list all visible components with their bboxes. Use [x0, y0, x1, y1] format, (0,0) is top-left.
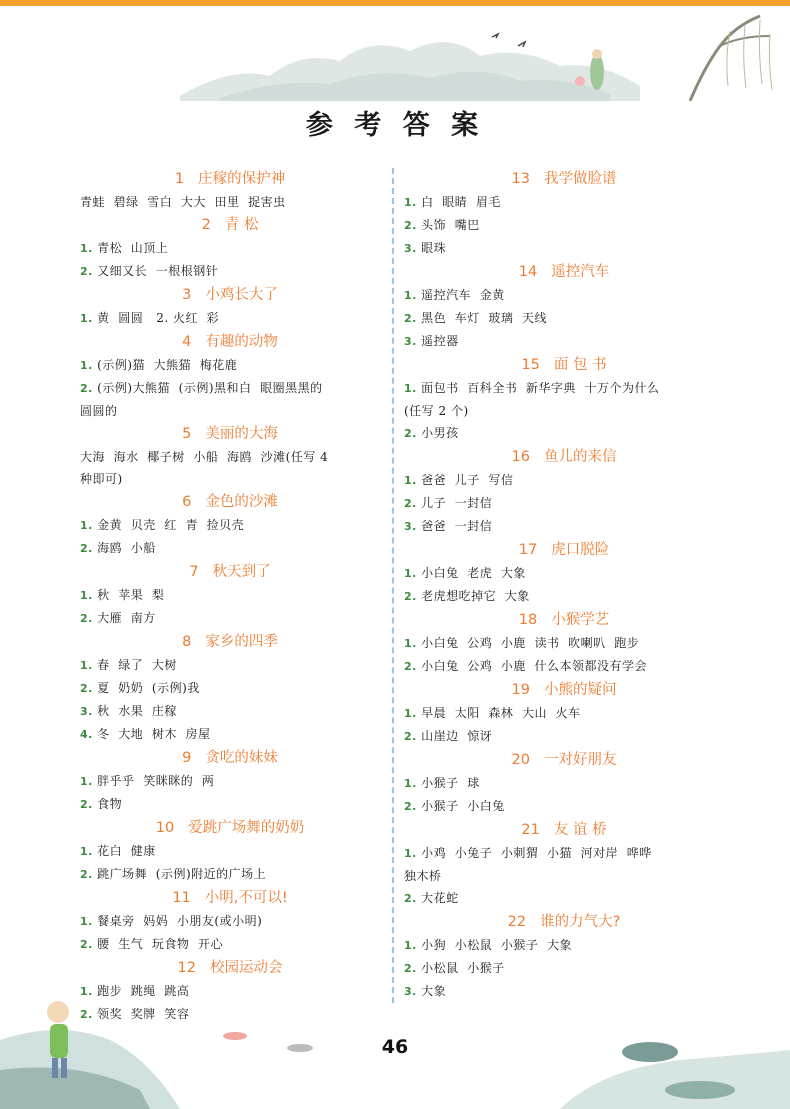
section-title: [80, 887, 380, 910]
answer-number: 2.: [80, 612, 93, 625]
column-divider: [392, 168, 394, 1003]
section-title-text: 青 松: [224, 217, 259, 233]
section-title: [80, 214, 380, 237]
answer-text: 秋 苹果 梨: [92, 588, 165, 602]
answer-text: 秋 水果 庄稼: [92, 704, 177, 718]
section-title: [80, 561, 380, 584]
answer-line: [80, 723, 380, 746]
answer-number: 2.: [404, 219, 417, 232]
answer-line: [80, 537, 380, 560]
answer-line: [404, 307, 724, 330]
section-number: 9: [182, 750, 192, 766]
answer-text: 遥控汽车 金黄: [416, 288, 505, 302]
answer-text: 小男孩: [416, 426, 459, 440]
answer-line: [404, 492, 724, 515]
answer-number: 1.: [404, 707, 417, 720]
answer-text: 爸爸 一封信: [416, 519, 493, 533]
section-number: 1: [174, 171, 185, 187]
section-number: 21: [521, 822, 540, 838]
section-number: 3: [182, 287, 192, 303]
answer-text: 遥控器: [416, 334, 459, 348]
answer-text: 大海 海水 椰子树 小船 海鸥 沙滩(任写 4 种即可): [80, 450, 329, 486]
section-title: [80, 491, 380, 514]
section-number: 13: [511, 171, 530, 187]
answer-number: 1.: [80, 775, 93, 788]
section-title-text: 小明,不可以!: [204, 890, 288, 906]
answer-line: [404, 655, 724, 678]
answer-text: (示例)猫 大熊猫 梅花鹿: [92, 358, 238, 372]
section-title-text: 面 包 书: [553, 357, 607, 373]
section-number: 6: [182, 494, 192, 510]
section-title-text: 金色的沙滩: [205, 494, 278, 510]
section-number: 8: [182, 634, 192, 650]
answer-line: [404, 934, 724, 957]
answer-number: 2.: [80, 542, 93, 555]
section-title: [404, 819, 724, 842]
answer-line: [80, 191, 380, 213]
answer-text: 小松鼠 小猴子: [416, 961, 505, 975]
answer-line: [404, 795, 724, 818]
answer-line: [80, 700, 380, 723]
answer-number: 1.: [404, 474, 417, 487]
answer-line: [404, 469, 724, 492]
answer-line: [404, 515, 724, 538]
answer-text: 小白兔 公鸡 小鹿 什么本领都没有学会: [416, 659, 648, 673]
answer-text: 又细又长 一根根钢针: [92, 264, 219, 278]
answer-text: 老虎想吃掉它 大象: [416, 589, 530, 603]
right-answer-column: [404, 167, 724, 1003]
answer-text: 头饰 嘴巴: [416, 218, 480, 232]
answer-number: 2.: [80, 938, 93, 951]
answer-text: 跳广场舞 (示例)附近的广场上: [92, 867, 267, 881]
answer-number: 2.: [404, 497, 417, 510]
answer-number: 1.: [80, 985, 93, 998]
answer-text: 白 眼睛 眉毛: [416, 195, 501, 209]
section-title: [80, 168, 380, 191]
answer-line: [404, 702, 724, 725]
answer-text: 黄 圆圆 2. 火红 彩: [92, 311, 220, 325]
section-title: [404, 679, 724, 702]
answer-text: 大雁 南方: [92, 611, 156, 625]
answer-number: 2.: [404, 962, 417, 975]
answer-number: 2.: [80, 1008, 93, 1021]
section-number: 10: [155, 820, 175, 836]
answer-text: 冬 大地 树木 房屋: [92, 727, 211, 741]
answer-number: 2.: [80, 682, 93, 695]
answer-text: 儿子 一封信: [416, 496, 493, 510]
answer-line: [80, 307, 380, 330]
answer-text: 眼珠: [416, 241, 447, 255]
answer-line: [80, 793, 380, 816]
section-number: 4: [182, 334, 192, 350]
section-title-text: 有趣的动物: [205, 334, 278, 350]
answer-line: [404, 237, 724, 260]
section-title-text: 小猴学艺: [551, 612, 610, 628]
answer-text: 领奖 奖牌 笑容: [92, 1007, 190, 1021]
answer-text: 大花蛇: [416, 891, 459, 905]
mountain-landscape-illustration: [0, 6, 790, 101]
answer-text: (示例)大熊猫 (示例)黑和白 眼圈黑黑的 圆圆的: [80, 381, 323, 418]
answer-text: 青松 山顶上: [92, 241, 169, 255]
section-title: [80, 957, 380, 980]
answer-text: 黑色 车灯 玻璃 天线: [416, 311, 548, 325]
answer-number: 1.: [80, 312, 93, 325]
section-title: [404, 911, 724, 934]
section-number: 12: [177, 960, 196, 976]
answer-text: 春 绿了 大树: [92, 658, 177, 672]
answer-line: [80, 584, 380, 607]
answer-text: 小鸡 小兔子 小刺猬 小猫 河对岸 哗哗 独木桥: [404, 846, 652, 883]
section-title: [80, 631, 380, 654]
answer-text: 食物: [92, 797, 123, 811]
page-title: 参 考 答 案: [305, 110, 485, 141]
answer-line: [80, 446, 380, 490]
answer-line: [404, 284, 724, 307]
section-title: [404, 261, 724, 284]
section-title-text: 遥控汽车: [551, 264, 610, 280]
answer-text: 爸爸 儿子 写信: [416, 473, 514, 487]
answer-text: 跑步 跳绳 跳高: [92, 984, 190, 998]
answer-text: 餐桌旁 妈妈 小朋友(或小明): [92, 914, 263, 928]
answer-text: 花白 健康: [92, 844, 156, 858]
answer-number: 2.: [404, 427, 417, 440]
answer-number: 3.: [404, 242, 417, 255]
section-number: 5: [182, 426, 192, 442]
section-title-text: 爱跳广场舞的奶奶: [188, 820, 305, 836]
section-title: [404, 446, 724, 469]
section-title: [404, 168, 724, 191]
answer-line: [404, 585, 724, 608]
answer-number: 2.: [404, 730, 417, 743]
answer-text: 海鸥 小船: [92, 541, 156, 555]
section-title-text: 一对好朋友: [543, 752, 617, 768]
answer-line: [404, 562, 724, 585]
answer-line: [404, 191, 724, 214]
section-title-text: 我学做脸谱: [543, 171, 617, 187]
answer-line: [80, 514, 380, 537]
answer-number: 3.: [404, 985, 417, 998]
answer-number: 2.: [80, 265, 93, 278]
answer-number: 1.: [80, 915, 93, 928]
answer-text: 小猴子 小白兔: [416, 799, 505, 813]
answer-line: [80, 933, 380, 956]
answer-number: 2.: [404, 892, 417, 905]
answer-number: 1.: [80, 845, 93, 858]
answer-number: 1.: [404, 289, 417, 302]
section-title-text: 小鸡长大了: [205, 287, 278, 303]
answer-line: [80, 607, 380, 630]
section-number: 19: [511, 682, 530, 698]
section-title: [404, 354, 724, 377]
section-title: [80, 423, 380, 446]
answer-number: 1.: [80, 589, 93, 602]
answer-number: 1.: [80, 659, 93, 672]
answer-number: 1.: [80, 359, 93, 372]
answer-line: [80, 770, 380, 793]
answer-line: [404, 330, 724, 353]
answer-text: 腰 生气 玩食物 开心: [92, 937, 224, 951]
answer-text: 面包书 百科全书 新华字典 十万个为什么 (任写 2 个): [404, 381, 660, 418]
section-title-text: 秋天到了: [212, 564, 271, 580]
section-number: 22: [507, 914, 527, 930]
answer-number: 2.: [404, 800, 417, 813]
answer-line: [404, 632, 724, 655]
section-number: 20: [511, 752, 530, 768]
section-title-text: 美丽的大海: [205, 426, 278, 442]
answer-line: [80, 237, 380, 260]
answer-text: 夏 奶奶 (示例)我: [92, 681, 200, 695]
answer-number: 2.: [80, 868, 93, 881]
section-title-text: 友 谊 桥: [553, 822, 607, 838]
answer-line: [404, 214, 724, 237]
left-answer-column: [80, 167, 380, 1026]
page-number: 46: [381, 1036, 409, 1058]
section-title: [404, 609, 724, 632]
answer-line: [404, 887, 724, 910]
section-title-text: 庄稼的保护神: [198, 171, 286, 187]
section-number: 7: [189, 564, 199, 580]
answer-line: [404, 957, 724, 980]
section-title-text: 虎口脱险: [551, 542, 610, 558]
answer-number: 2.: [80, 798, 93, 811]
answer-line: [80, 354, 380, 377]
answer-number: 2.: [404, 590, 417, 603]
answer-text: 金黄 贝壳 红 青 捡贝壳: [92, 518, 245, 532]
answer-text: 小猴子 球: [416, 776, 480, 790]
answer-number: 4.: [80, 728, 93, 741]
section-title-text: 校园运动会: [209, 960, 283, 976]
section-number: 16: [511, 449, 530, 465]
answer-line: [404, 377, 724, 422]
section-title: [80, 284, 380, 307]
section-title: [404, 749, 724, 772]
answer-number: 3.: [80, 705, 93, 718]
section-title-text: 家乡的四季: [205, 634, 278, 650]
answer-line: [80, 260, 380, 283]
answer-number: 2.: [404, 312, 417, 325]
section-title-text: 鱼儿的来信: [543, 449, 617, 465]
answer-number: 2.: [80, 382, 93, 395]
answer-number: 1.: [404, 847, 417, 860]
answer-number: 1.: [404, 567, 417, 580]
answer-number: 2.: [404, 660, 417, 673]
section-number: 17: [518, 542, 538, 558]
answer-number: 1.: [404, 777, 417, 790]
section-number: 18: [518, 612, 538, 628]
answer-line: [80, 654, 380, 677]
answer-text: 小白兔 老虎 大象: [416, 566, 526, 580]
answer-number: 1.: [404, 939, 417, 952]
answer-number: 3.: [404, 335, 417, 348]
answer-text: 大象: [416, 984, 447, 998]
section-title: [80, 817, 380, 840]
answer-text: 胖乎乎 笑眯眯的 两: [92, 774, 215, 788]
answer-text: 小白兔 公鸡 小鹿 读书 吹喇叭 跑步: [416, 636, 640, 650]
section-title: [80, 331, 380, 354]
answer-line: [80, 677, 380, 700]
answer-line: [404, 842, 724, 887]
section-number: 2: [201, 217, 211, 233]
answer-text: 早晨 太阳 森林 大山 火车: [416, 706, 581, 720]
section-title-text: 贪吃的妹妹: [205, 750, 278, 766]
section-title-text: 谁的力气大?: [540, 914, 621, 930]
answer-line: [80, 377, 380, 422]
answer-line: [404, 772, 724, 795]
answer-number: 3.: [404, 520, 417, 533]
answer-number: 1.: [80, 242, 93, 255]
answer-text: 青蛙 碧绿 雪白 大大 田里 捉害虫: [80, 195, 286, 209]
section-title: [80, 747, 380, 770]
section-title-text: 小熊的疑问: [543, 682, 617, 698]
section-number: 15: [521, 357, 540, 373]
answer-number: 1.: [80, 519, 93, 532]
answer-number: 1.: [404, 382, 417, 395]
answer-number: 1.: [404, 196, 417, 209]
answer-line: [80, 840, 380, 863]
answer-text: 小狗 小松鼠 小猴子 大象: [416, 938, 573, 952]
section-number: 11: [172, 890, 191, 906]
answer-number: 1.: [404, 637, 417, 650]
answer-line: [80, 863, 380, 886]
section-number: 14: [518, 264, 538, 280]
answer-line: [80, 910, 380, 933]
answer-line: [404, 725, 724, 748]
answer-line: [404, 422, 724, 445]
answer-text: 山崖边 惊讶: [416, 729, 493, 743]
section-title: [404, 539, 724, 562]
